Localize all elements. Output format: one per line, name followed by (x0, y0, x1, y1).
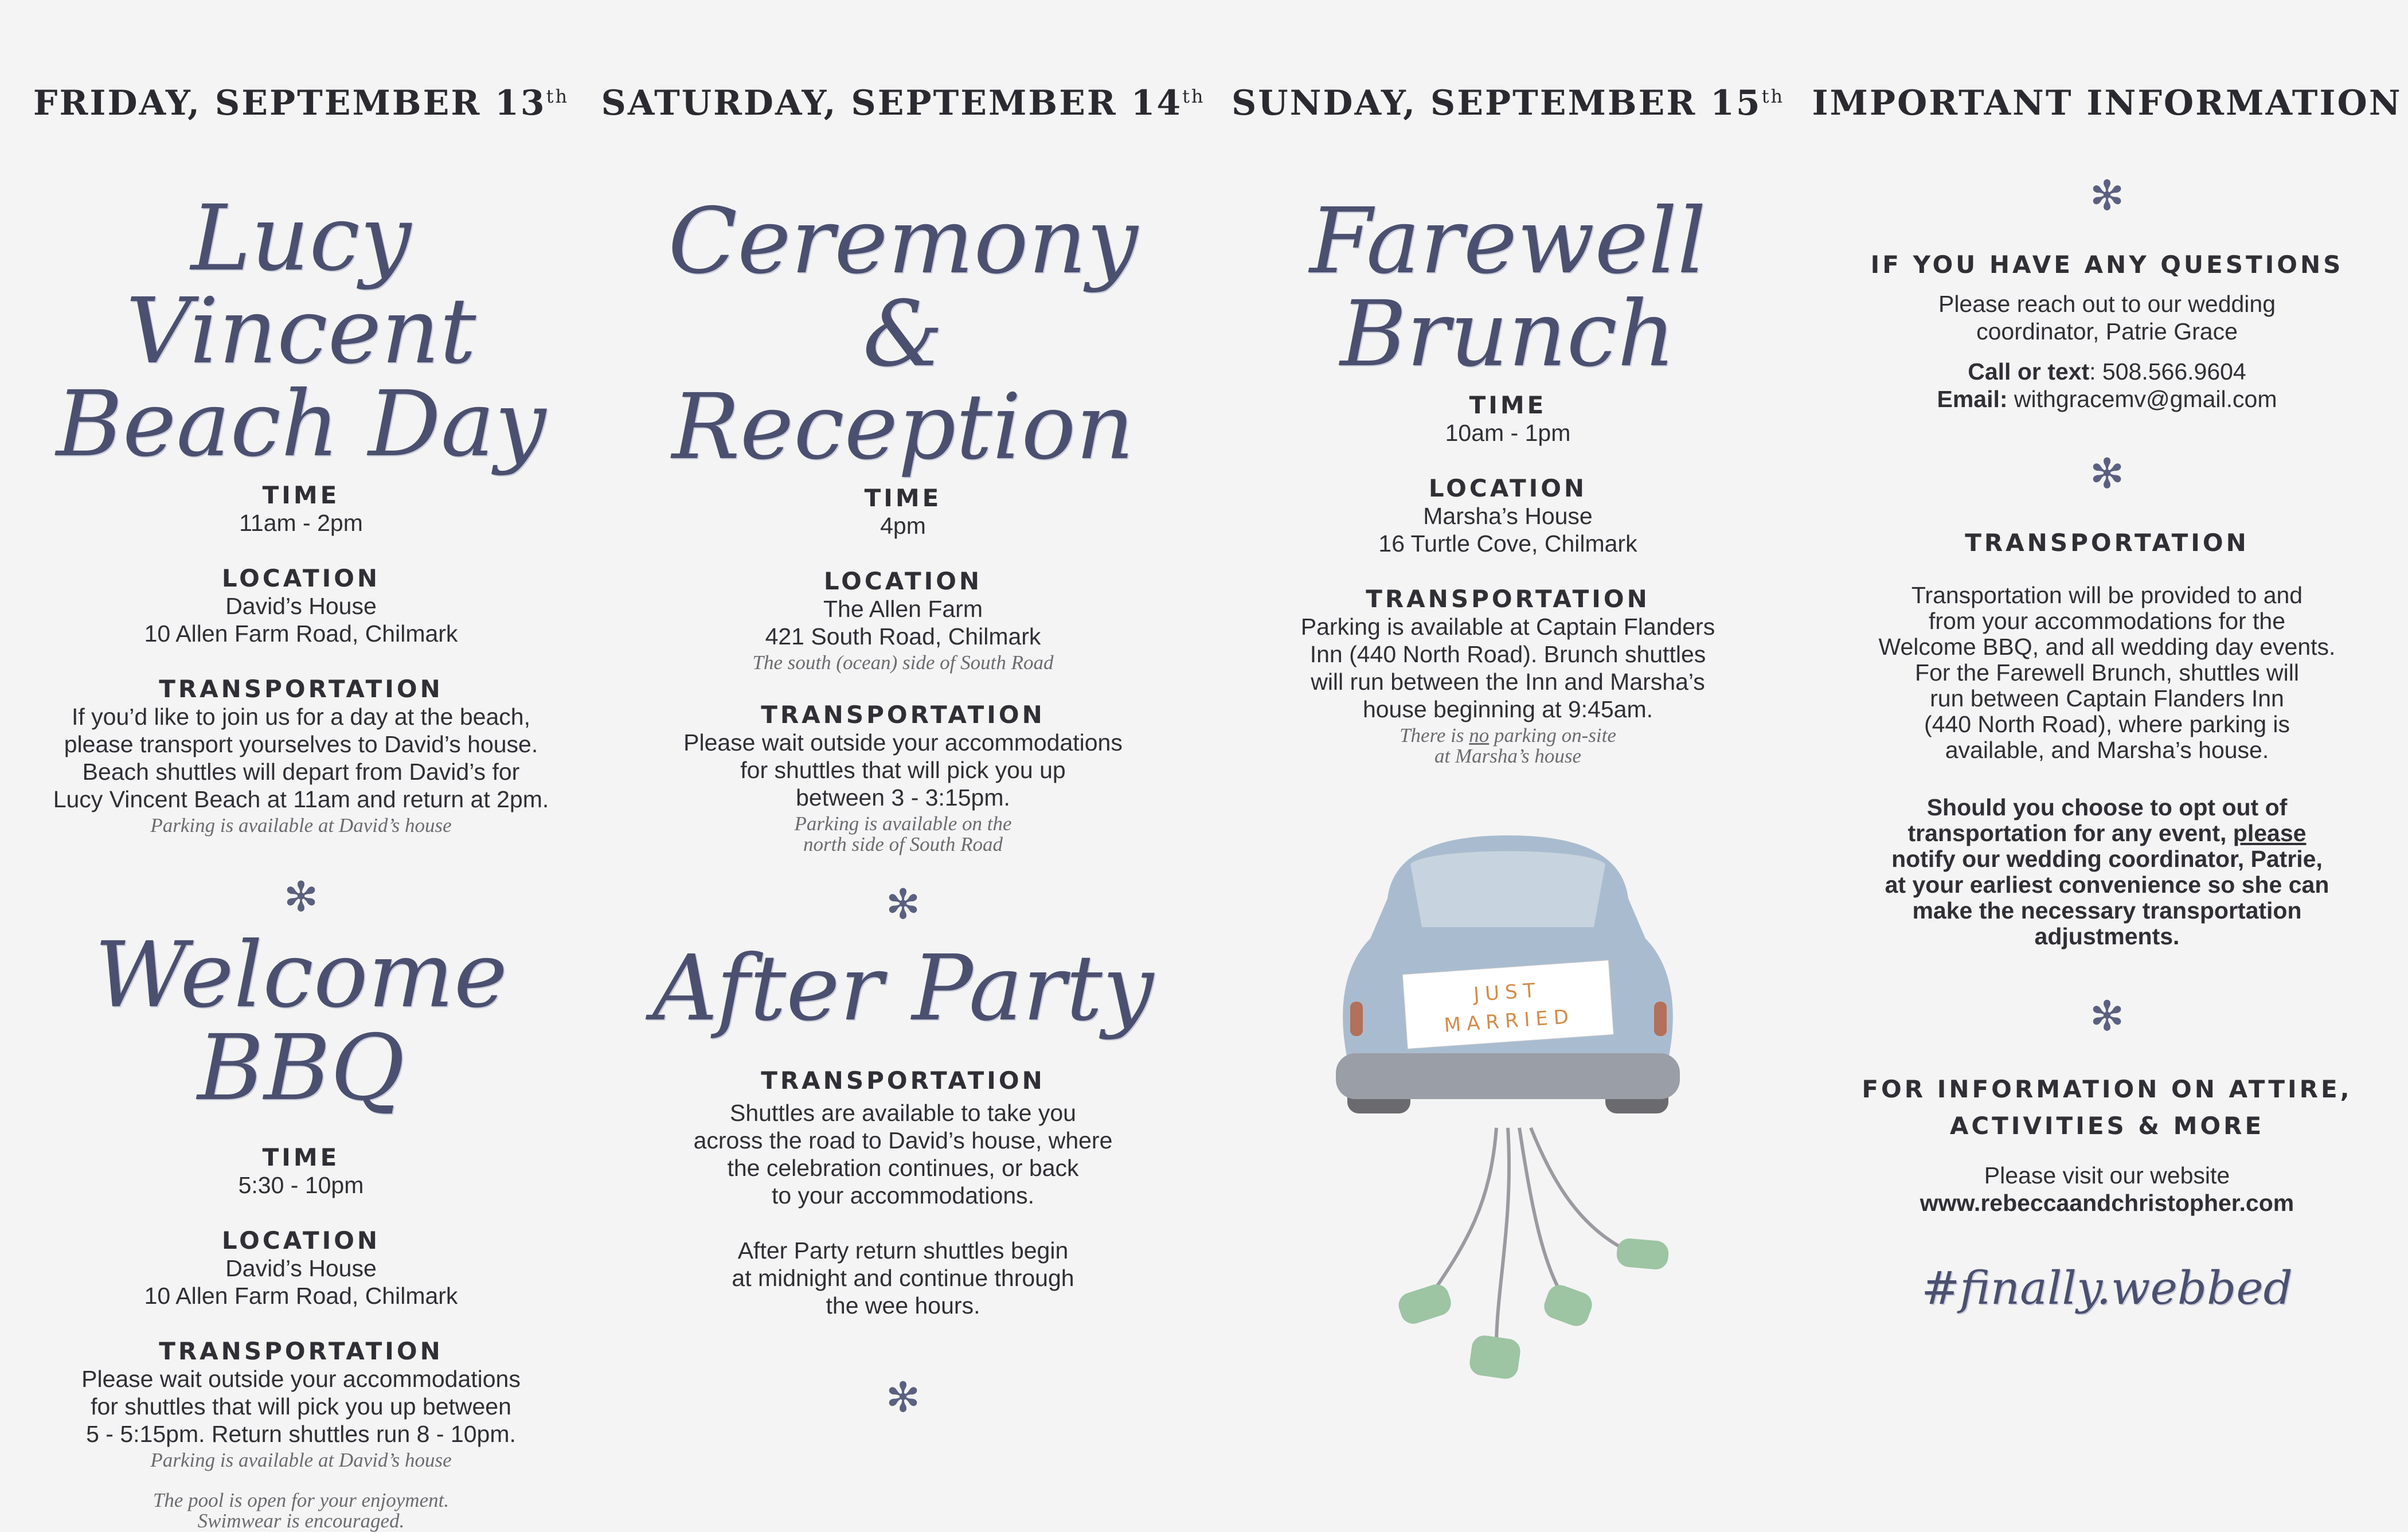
optout-text (1885, 795, 2329, 949)
ceremony-location: The Allen Farm 421 South Road, Chilmark (765, 596, 1041, 650)
call-label: Call or text (1968, 358, 2090, 385)
email-line (1937, 385, 2277, 413)
note-pre: There is (1400, 724, 1469, 747)
note-post: parking on-site at Marsha’s house (1434, 724, 1616, 767)
beach-transport-label: TRANSPORTATION (159, 675, 443, 703)
sunday-heading (1232, 83, 1784, 123)
asterisk-icon: ✻ (2089, 171, 2125, 220)
bbq-time-label: TIME (262, 1143, 340, 1171)
info-heading: IMPORTANT INFORMATION (1812, 83, 2402, 123)
beach-location-label: LOCATION (221, 564, 381, 592)
questions-label: IF YOU HAVE ANY QUESTIONS (1870, 251, 2344, 279)
bbq-transport-label: TRANSPORTATION (159, 1337, 443, 1365)
note-no: no (1469, 724, 1490, 747)
beach-day-title: Lucy Vincent Beach Day (56, 186, 546, 477)
beach-time: 11am - 2pm (239, 510, 363, 536)
beach-time-label: TIME (262, 481, 340, 509)
website-link[interactable]: www.rebeccaandchristopher.com (1920, 1190, 2294, 1216)
friday-day: FRIDAY, SEPTEMBER 13 (33, 83, 546, 123)
bbq-time: 5:30 - 10pm (238, 1172, 364, 1198)
saturday-heading (601, 83, 1205, 123)
ceremony-parking-note: Parking is available on the north side of South Road (794, 812, 1012, 855)
ceremony-time: 4pm (880, 513, 926, 539)
bbq-parking-note: Parking is available at David’s house (150, 1449, 452, 1471)
ceremony-location-label: LOCATION (823, 567, 983, 595)
call-value[interactable]: : 508.566.9604 (2089, 358, 2246, 385)
ceremony-transport-label: TRANSPORTATION (761, 701, 1045, 729)
saturday-column (601, 0, 1205, 1462)
pool-note: The pool is open for your enjoyment. Swimwear is encouraged. (153, 1489, 449, 1532)
asterisk-icon: ✻ (2089, 450, 2125, 498)
optout-post: notify our wedding coordinator, Patrie, at your earliest convenience so she can make the necessary transportation adjustments. (1885, 846, 2329, 949)
brunch-time: 10am - 1pm (1445, 420, 1571, 446)
after-party-return: After Party return shuttles begin at midnight and continue through the wee hours. (732, 1237, 1074, 1319)
asterisk-icon: ✻ (885, 880, 921, 928)
email-label: Email: (1937, 386, 2008, 412)
beach-location: David’s House 10 Allen Farm Road, Chilmark (144, 593, 458, 647)
asterisk-icon: ✻ (2089, 992, 2125, 1040)
bbq-transport: Please wait outside your accommodations for shuttles that will pick you up between 5 - 5:15pm. Return shuttles run 8 - 10pm. (81, 1366, 521, 1447)
info-column (1812, 0, 2402, 1462)
call-line (1968, 358, 2246, 385)
friday-column (11, 0, 591, 1532)
sunday-day: SUNDAY, SEPTEMBER 15 (1231, 83, 1762, 123)
sunday-column (1215, 0, 1800, 1462)
info-transport-label: TRANSPORTATION (1965, 529, 2249, 557)
brunch-transport: Parking is available at Captain Flanders Inn (440 North Road). Brunch shuttles will run between the Inn and Marsha’s house beginning at 9:45am. (1300, 613, 1715, 722)
hashtag: #finally.webbed (1921, 1261, 2293, 1315)
brunch-location-label: LOCATION (1428, 474, 1588, 502)
brunch-parking-note (1400, 725, 1616, 767)
after-party-transport: Shuttles are available to take you across the road to David’s house, where the celebration continues, or back to your accommodations. (693, 1100, 1113, 1209)
bbq-location-label: LOCATION (221, 1226, 381, 1254)
optout-please: please (2233, 820, 2307, 846)
welcome-bbq-title: Welcome BBQ (94, 923, 508, 1121)
beach-transport: If you’d like to join us for a day at the beach, please transport yourselves to David’s house. Beach shuttles will depart from David’s for Lucy Vincent Beach at 11am and return at 2pm. (53, 704, 549, 812)
attire-label: FOR INFORMATION ON ATTIRE, ACTIVITIES & MORE (1862, 1075, 2352, 1140)
car-sign-line-2: MARRIED (1443, 1005, 1576, 1037)
friday-heading (33, 83, 569, 123)
bbq-location: David’s House 10 Allen Farm Road, Chilmark (144, 1255, 458, 1309)
car-sign-line-1: JUST (1472, 978, 1542, 1007)
friday-day-sup: th (546, 85, 569, 107)
brunch-time-label: TIME (1469, 391, 1547, 419)
wedding-car-illustration (1324, 830, 1691, 1392)
info-transport: Transportation will be provided to and from your accommodations for the Welcome BBQ, and all wedding day events. For the Farewell Brunch, shuttles will run between Captain Flanders Inn (440 North Road), where parking is available, and Marsha’s house. (1878, 582, 2336, 763)
ceremony-time-label: TIME (864, 484, 942, 512)
asterisk-icon: ✻ (885, 1373, 921, 1421)
after-party-title: After Party (652, 936, 1154, 1041)
beach-parking-note: Parking is available at David’s house (150, 814, 452, 837)
brunch-location: Marsha’s House 16 Turtle Cove, Chilmark (1378, 503, 1637, 557)
questions-text: Please reach out to our wedding coordinator, Patrie Grace (1938, 291, 2276, 345)
brunch-transport-label: TRANSPORTATION (1366, 585, 1650, 613)
optout-pre: Should you choose to opt out of transportation for any event, (1907, 794, 2288, 846)
sunday-day-sup: th (1761, 85, 1785, 107)
saturday-day-sup: th (1182, 85, 1205, 107)
after-party-transport-label: TRANSPORTATION (761, 1066, 1045, 1095)
ceremony-reception-title: Ceremony & Reception (668, 189, 1138, 480)
asterisk-icon: ✻ (283, 873, 319, 921)
ceremony-location-note: The south (ocean) side of South Road (752, 651, 1054, 674)
farewell-brunch-title: Farewell Brunch (1309, 189, 1706, 387)
ceremony-transport: Please wait outside your accommodations for shuttles that will pick you up between 3 - 3:15pm. (683, 729, 1123, 811)
email-value[interactable]: withgracemv@gmail.com (2007, 386, 2277, 412)
website-text: Please visit our website (1984, 1162, 2230, 1189)
saturday-day: SATURDAY, SEPTEMBER 14 (601, 83, 1183, 123)
